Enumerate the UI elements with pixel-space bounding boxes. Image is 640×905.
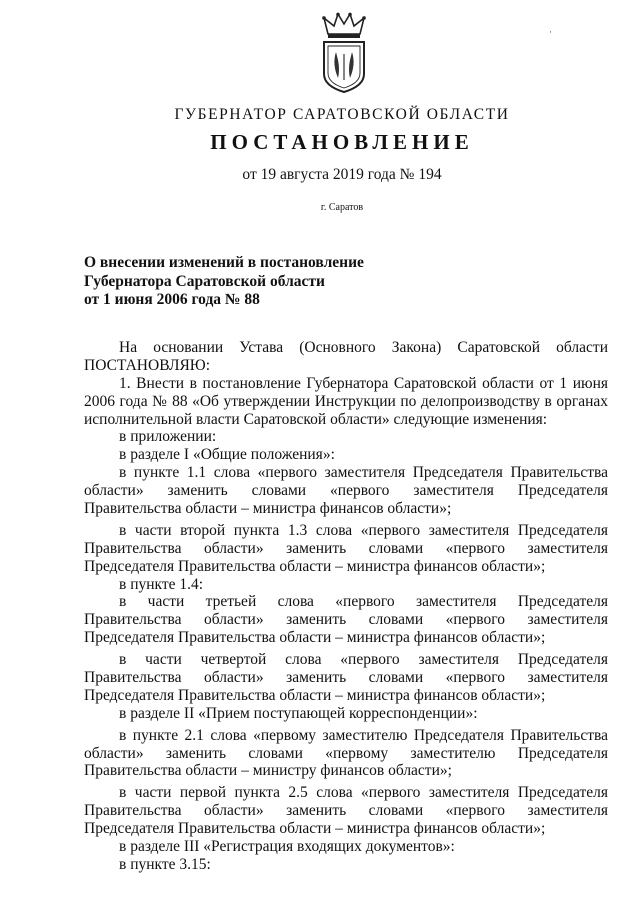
subject-line: О внесении изменений в постановление xyxy=(84,254,364,271)
body-line: в пункте 1.1 слова «первого заместителя Председателя Правительства xyxy=(119,464,608,482)
body-line: ПОСТАНОВЛЯЮ: xyxy=(84,356,211,374)
body-line: Председателя Правительства области – министра финансов области»; xyxy=(84,557,546,575)
body-line: в части первой пункта 2.5 слова «первого заместителя Председателя xyxy=(119,784,608,802)
body-line: области» заменить словами «первого заместителя Председателя xyxy=(84,482,608,500)
document-place: г. Саратов xyxy=(320,202,364,213)
body-line: в части третьей слова «первого заместителя Председателя xyxy=(119,593,608,611)
body-line: Председателя Правительства области – министра финансов области»; xyxy=(84,820,546,838)
body-line: в части второй пункта 1.3 слова «первого заместителя Председателя xyxy=(119,521,608,539)
body-line: в разделе I «Общие положения»: xyxy=(119,446,335,464)
body-line: в разделе III «Регистрация входящих документов»: xyxy=(119,838,455,856)
subject-line: от 1 июня 2006 года № 88 xyxy=(84,291,260,308)
document-subject xyxy=(84,254,484,310)
subject-line: Губернатора Саратовской области xyxy=(84,272,325,290)
issuing-authority: ГУБЕРНАТОР САРАТОВСКОЙ ОБЛАСТИ xyxy=(174,106,510,123)
body-line: в пункте 2.1 слова «первому заместителю Председателя Правительства xyxy=(119,726,608,744)
body-line: Правительства области – министра финансов области»; xyxy=(84,500,452,518)
body-line: Правительства области» заменить словами «первого заместителя xyxy=(84,669,608,687)
body-line: в приложении: xyxy=(119,428,217,446)
body-line: Правительства области» заменить словами «первого заместителя xyxy=(84,802,608,820)
body-line: Правительства области» заменить словами «первого заместителя xyxy=(84,611,608,629)
body-line: в разделе II «Прием поступающей корреспонденции»: xyxy=(119,704,478,722)
body-line: Председателя Правительства области – министра финансов области»; xyxy=(84,629,546,647)
coat-of-arms-icon xyxy=(318,12,370,94)
document-type-title: ПОСТАНОВЛЕНИЕ xyxy=(210,130,474,154)
body-line: 2006 года № 88 «Об утверждении Инструкции по делопроизводству в органах xyxy=(84,392,608,410)
body-line: 1. Внести в постановление Губернатора Саратовской области от 1 июня xyxy=(119,374,608,392)
body-line: Правительства области» заменить словами «первого заместителя xyxy=(84,539,608,557)
body-line: в части четвертой слова «первого заместителя Председателя xyxy=(119,651,608,669)
body-line: в пункте 3.15: xyxy=(119,855,211,873)
body-line: На основании Устава (Основного Закона) Саратовской области xyxy=(119,339,608,356)
document-date-number: от 19 августа 2019 года № 194 xyxy=(242,166,442,183)
body-line: исполнительной власти Саратовской области» следующие изменения: xyxy=(84,410,548,428)
body-line: Председателя Правительства области – министра финансов области»; xyxy=(84,686,546,704)
body-line: области» заменить словами «первому заместителю Председателя xyxy=(84,744,608,762)
body-line: Правительства области – министру финансов области»; xyxy=(84,762,452,780)
document-body xyxy=(84,339,608,874)
body-line: в пункте 1.4: xyxy=(119,575,204,593)
corner-mark: · xyxy=(549,27,552,37)
